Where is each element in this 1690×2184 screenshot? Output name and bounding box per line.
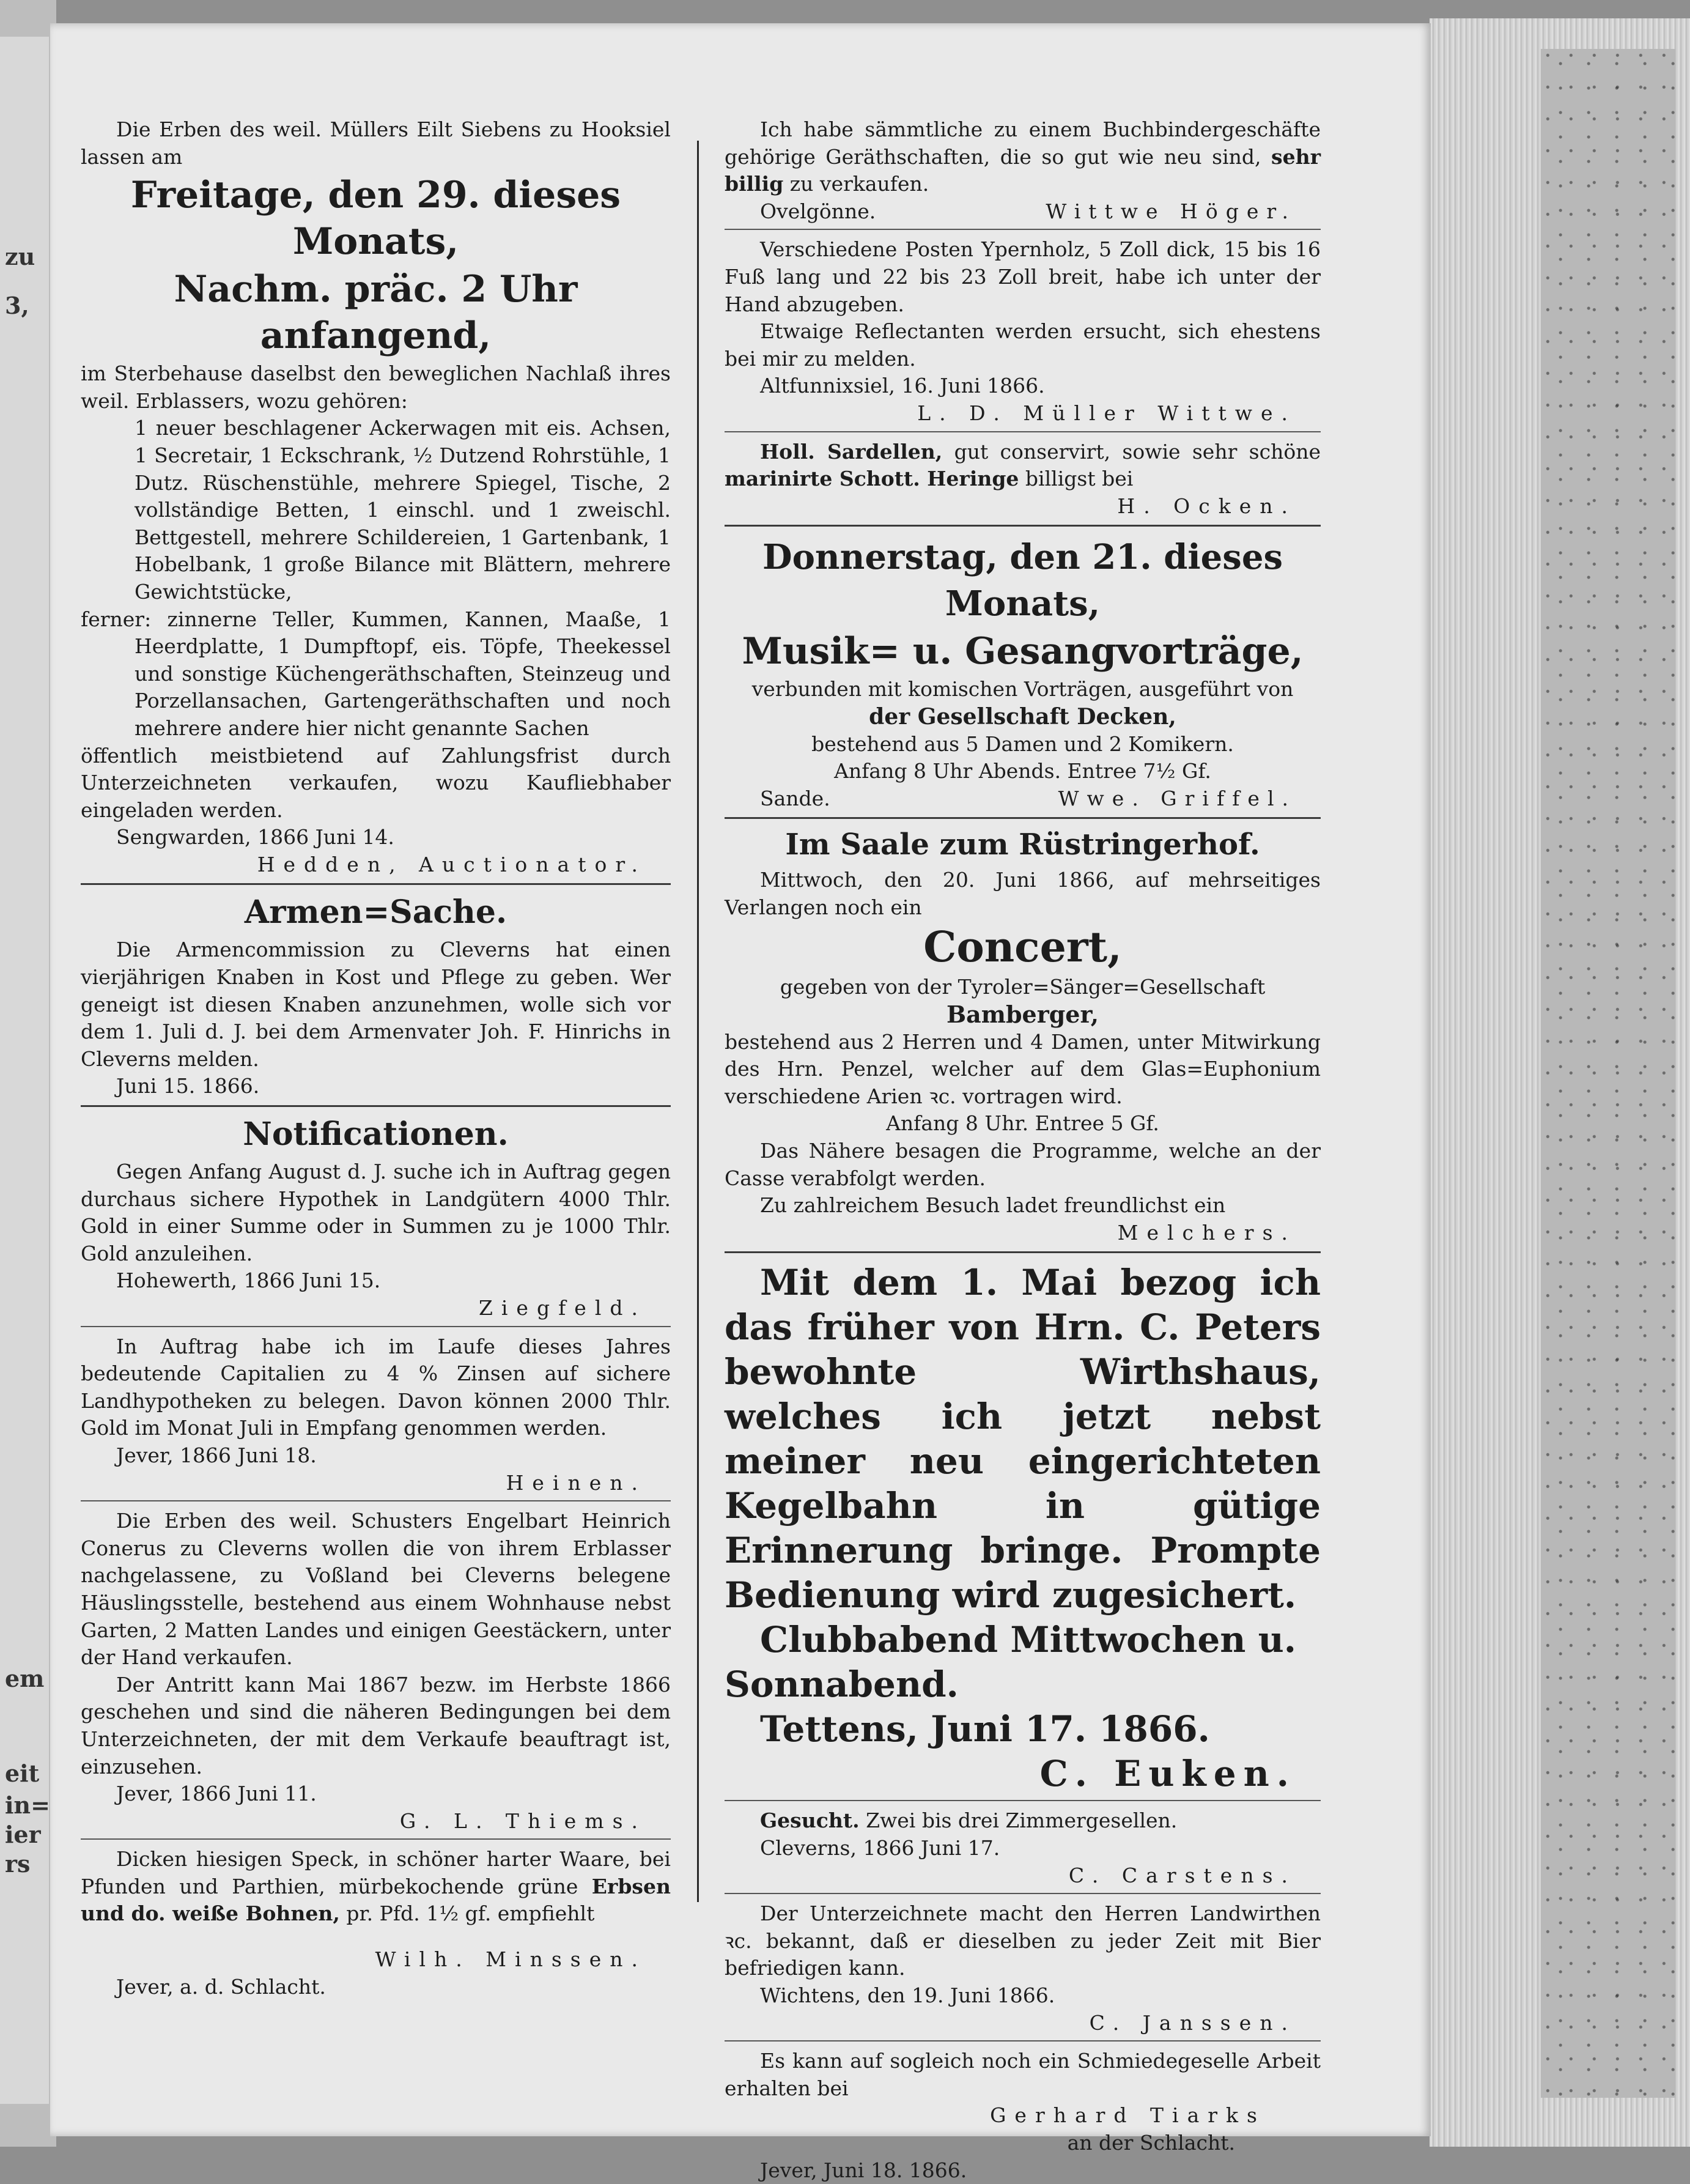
ad-place-date: Cleverns, 1866 Juni 17. <box>760 1836 1000 1860</box>
ad-text: Mittwoch, den 20. Juni 1866, auf mehrseitiges Verlangen noch ein <box>725 868 1321 919</box>
ad-signature: Wwe. Griffel. <box>1058 786 1296 810</box>
ad-performer: der Gesellschaft Decken, <box>869 703 1176 730</box>
ad-text: Dicken hiesigen Speck, in schöner harter Waare, bei Pfunden und Parthien, mürbekochende grüne <box>81 1847 671 1898</box>
ad-text: billigst bei <box>1025 467 1134 491</box>
facing-page-edge <box>0 37 49 2104</box>
ad-signature: Wittwe Höger. <box>1046 199 1296 223</box>
ad-concert <box>725 826 1321 1246</box>
ad-separator <box>725 1800 1321 1801</box>
gutter-fragment: eit <box>5 1760 40 1787</box>
ad-text: Anfang 8 Uhr Abends. Entree 7½ Gf. <box>834 759 1211 783</box>
ad-text: Zwei bis drei Zimmergesellen. <box>866 1808 1178 1833</box>
ad-separator <box>81 1326 671 1327</box>
ad-place: Jever, a. d. Schlacht. <box>116 1974 326 1999</box>
ad-body: Gegen Anfang August d. J. suche ich in Auftrag gegen durchaus sichere Hypothek in Landgütern 4000 Thlr. Gold in einer Summe oder in Summen zu je 1000 Thlr. Gold anzuleihen. <box>81 1160 671 1265</box>
ad-body: Die Erben des weil. Schusters Engelbart Heinrich Conerus zu Cleverns wollen die von ihrem Erblasser nachgelassene, zu Voßland bei Cleverns belegene Häuslingsstelle, bestehend aus einem Wohnhause nebst Garten, 2 Matten Landes und einigen Geestäckern, unter der Hand verkaufen. <box>81 1509 671 1670</box>
ad-signature: G. L. Thiems. <box>399 1808 646 1833</box>
ad-signature-location: an der Schlacht. <box>1067 2130 1235 2155</box>
ad-body: Der Antritt kann Mai 1867 bezw. im Herbste 1866 geschehen und sind die näheren Bedingungen bei dem Unterzeichneten, der mit dem Verkaufe beauftragt ist, einzusehen. <box>81 1672 671 1779</box>
ad-grocery <box>81 1846 671 2001</box>
ad-place-date: Altfunnixsiel, 16. Juni 1866. <box>760 374 1045 398</box>
ad-product: Erbsen und do. weiße Bohnen, <box>81 1874 671 1926</box>
ad-headline: Donnerstag, den 21. dieses Monats, <box>762 537 1283 624</box>
ad-signature: Hedden, Auctionator. <box>257 852 646 876</box>
ad-text: pr. Pfd. 1½ gf. empfiehlt <box>346 1901 595 1926</box>
ad-body <box>81 1846 671 1928</box>
left-page-gutter <box>0 0 56 2147</box>
ad-signature: H. Ocken. <box>1117 494 1296 518</box>
ad-place-date: Sengwarden, 1866 Juni 14. <box>116 825 394 850</box>
ad-property-sale <box>81 1508 671 1835</box>
ad-body: Es kann auf sogleich noch ein Schmiedegeselle Arbeit erhalten bei <box>725 2049 1321 2100</box>
ad-text: Anfang 8 Uhr. Entree 5 Gf. <box>886 1111 1159 1136</box>
ad-title: Concert, <box>923 923 1122 972</box>
ad-text: bestehend aus 5 Damen und 2 Komikern. <box>811 731 1234 756</box>
ad-place-date: Jever, Juni 18. 1866. <box>760 2158 967 2182</box>
ad-terms: öffentlich meistbietend auf Zahlungsfrist durch Unterzeichneten verkaufen, wozu Kaufliebhaber eingeladen werden. <box>81 743 671 822</box>
ad-text: gegeben von der Tyroler=Sänger=Gesellschaft <box>780 975 1266 999</box>
ad-performer: Bamberger, <box>946 1001 1099 1029</box>
ad-headline: Freitage, den 29. dieses Monats, <box>130 174 621 264</box>
ad-text: Zu zahlreichem Besuch ladet freundlichst ein <box>760 1193 1226 1218</box>
ad-text: bestehend aus 2 Herren und 4 Damen, unter Mitwirkung des Hrn. Penzel, welcher auf dem Glas=Euphonium verschiedene Arien ꝛc. vortragen wird. <box>725 1029 1321 1108</box>
ad-description: im Sterbehause daselbst den beweglichen Nachlaß ihres weil. Erblassers, wozu gehören: <box>81 361 671 413</box>
ad-body <box>725 116 1321 198</box>
ad-signature: Wilh. Minssen. <box>375 1947 646 1972</box>
ad-highlight: sehr billig <box>725 144 1321 196</box>
ad-intro: Die Erben des weil. Müllers Eilt Siebens zu Hooksiel lassen am <box>81 117 671 169</box>
gutter-fragment: in= <box>5 1791 50 1819</box>
ad-tavern <box>725 1260 1321 1796</box>
ad-body: Mit dem 1. Mai bezog ich das früher von Hrn. C. Peters bewohnte Wirthshaus, welches ich jetzt nebst meiner neu eingerichteten Kegelbahn in gütige Erinnerung bringe. Prompte Bedienung wird zugesichert. <box>725 1262 1321 1616</box>
ad-body: Clubbabend Mittwochen u. Sonnabend. <box>725 1619 1296 1706</box>
ad-signature: Ziegfeld. <box>478 1296 646 1320</box>
ad-place-date: Tettens, Juni 17. 1866. <box>760 1708 1210 1750</box>
ad-music-performance <box>725 534 1321 812</box>
ad-headline: Im Saale zum Rüstringerhof. <box>785 827 1260 862</box>
gutter-fragment: rs <box>5 1850 31 1878</box>
ad-place-date: Jever, 1866 Juni 11. <box>116 1782 317 1806</box>
ad-capital-investment <box>81 1333 671 1497</box>
ad-separator <box>725 2040 1321 2041</box>
ad-bookbinder <box>725 116 1321 225</box>
ad-signature: Melchers. <box>1117 1220 1296 1245</box>
ad-estate-auction <box>81 116 671 878</box>
ad-place: Ovelgönne. <box>760 199 876 223</box>
gutter-fragment: 3, <box>5 292 29 319</box>
column-divider <box>697 141 699 1902</box>
left-column <box>81 116 671 2001</box>
ad-separator <box>81 1500 671 1501</box>
ad-signature: Heinen. <box>506 1470 646 1495</box>
ad-date: Juni 15. 1866. <box>116 1074 260 1098</box>
ad-separator <box>725 1251 1321 1253</box>
ad-separator <box>725 229 1321 230</box>
section-heading: Notificationen. <box>243 1116 509 1153</box>
ad-text: Ich habe sämmtliche zu einem Buchbindergeschäfte gehörige Geräthschaften, die so gut wie neu sind, <box>725 117 1321 169</box>
gutter-fragment: zu <box>5 243 35 270</box>
ad-separator <box>81 1105 671 1107</box>
ad-highlight: Gesucht. <box>760 1808 860 1833</box>
ad-place-date: Jever, 1866 Juni 18. <box>116 1443 317 1467</box>
ad-place-date: Wichtens, den 19. Juni 1866. <box>760 1983 1055 2007</box>
ad-text: verbunden mit komischen Vorträgen, ausgeführt von <box>751 677 1294 701</box>
gutter-fragment: ier <box>5 1821 41 1848</box>
ad-headline: Nachm. präc. 2 Uhr anfangend, <box>174 268 578 358</box>
ad-item-list: ferner: zinnerne Teller, Kummen, Kannen, Maaße, 1 Heerdplatte, 1 Dumpftopf, eis. Töpfe, Theekessel und sonstige Küchengeräthschaften, Steinzeug und Porzellansachen, Gartengeräthschaften und noch mehrere andere hier nicht genannte Sachen <box>81 607 671 740</box>
ad-footer-row <box>725 785 1321 813</box>
ad-text: Das Nähere besagen die Programme, welche an der Casse verabfolgt werden. <box>725 1139 1321 1190</box>
ad-text: gut conservirt, sowie sehr schöne <box>954 439 1321 464</box>
ad-separator <box>725 817 1321 819</box>
ad-body: Der Unterzeichnete macht den Herren Landwirthen ꝛc. bekannt, daß er dieselben zu jeder Zeit mit Bier befriedigen kann. <box>725 1901 1321 1980</box>
ad-signature: Gerhard Tiarks <box>990 2103 1266 2128</box>
ad-place: Sande. <box>760 786 830 810</box>
ad-timber <box>725 236 1321 427</box>
section-heading: Armen=Sache. <box>244 894 507 931</box>
ad-headline: Musik= u. Gesangvorträge, <box>742 630 1304 673</box>
ad-footer-row <box>725 198 1321 226</box>
book-cover-speckle <box>1541 49 1675 2098</box>
ad-signature: C. Janssen. <box>1089 2010 1296 2035</box>
ad-text: zu verkaufen. <box>789 172 929 196</box>
ad-signature: C. Carstens. <box>1068 1863 1296 1887</box>
ad-signature: L. D. Müller Wittwe. <box>917 401 1296 425</box>
ad-separator <box>81 1838 671 1840</box>
ad-beer-supply <box>725 1900 1321 2037</box>
ad-body: Verschiedene Posten Ypernholz, 5 Zoll dick, 15 bis 16 Fuß lang und 22 bis 23 Zoll breit, habe ich unter der Hand abzugeben. <box>725 237 1321 316</box>
ad-separator <box>81 883 671 885</box>
ad-body: Die Armencommission zu Cleverns hat einen vierjährigen Knaben in Kost und Pflege zu geben. Wer geneigt ist diesen Knaben anzunehmen, wolle sich vor dem 1. Juli d. J. bei dem Armenvater Joh. F. Hinrichs in Cleverns melden. <box>81 938 671 1071</box>
ad-signature: C. Euken. <box>1039 1753 1296 1795</box>
ad-loan-request <box>81 1114 671 1322</box>
gutter-fragment: em <box>5 1665 45 1692</box>
ad-separator <box>725 1893 1321 1894</box>
ad-place-date: Hohewerth, 1866 Juni 15. <box>116 1268 381 1293</box>
ad-fish <box>725 439 1321 520</box>
ad-item-list: 1 neuer beschlagener Ackerwagen mit eis. Achsen, 1 Secretair, 1 Eckschrank, ½ Dutzend Rohrstühle, 1 Dutz. Rüschenstühle, mehrere Spiegel, Tische, 2 vollständige Betten, 1 einschl. und 1 zweischl. Bettgestell, mehrere Schildereien, 1 Gartenbank, 1 Hobelbank, 1 große Bilance mit Blättern, mehrere Gewichtstücke, <box>135 416 671 604</box>
ad-blacksmith-wanted <box>725 2048 1321 2184</box>
ad-body <box>725 439 1321 493</box>
ad-product: marinirte Schott. Heringe <box>725 467 1019 491</box>
ad-body: Etwaige Reflectanten werden ersucht, sich ehestens bei mir zu melden. <box>725 319 1321 371</box>
ad-product: Holl. Sardellen, <box>760 439 943 464</box>
ad-body: In Auftrag habe ich im Laufe dieses Jahres bedeutende Capitalien zu 4 % Zinsen auf sichere Landhypotheken zu belegen. Davon können 2000 Thlr. Gold im Monat Juli in Empfang genommen werden. <box>81 1334 671 1440</box>
ad-carpenters-wanted <box>725 1807 1321 1889</box>
ad-poor-relief <box>81 892 671 1100</box>
right-column <box>725 116 1321 2184</box>
ad-separator <box>725 431 1321 432</box>
ad-separator <box>725 525 1321 527</box>
ad-body <box>725 1807 1321 1835</box>
